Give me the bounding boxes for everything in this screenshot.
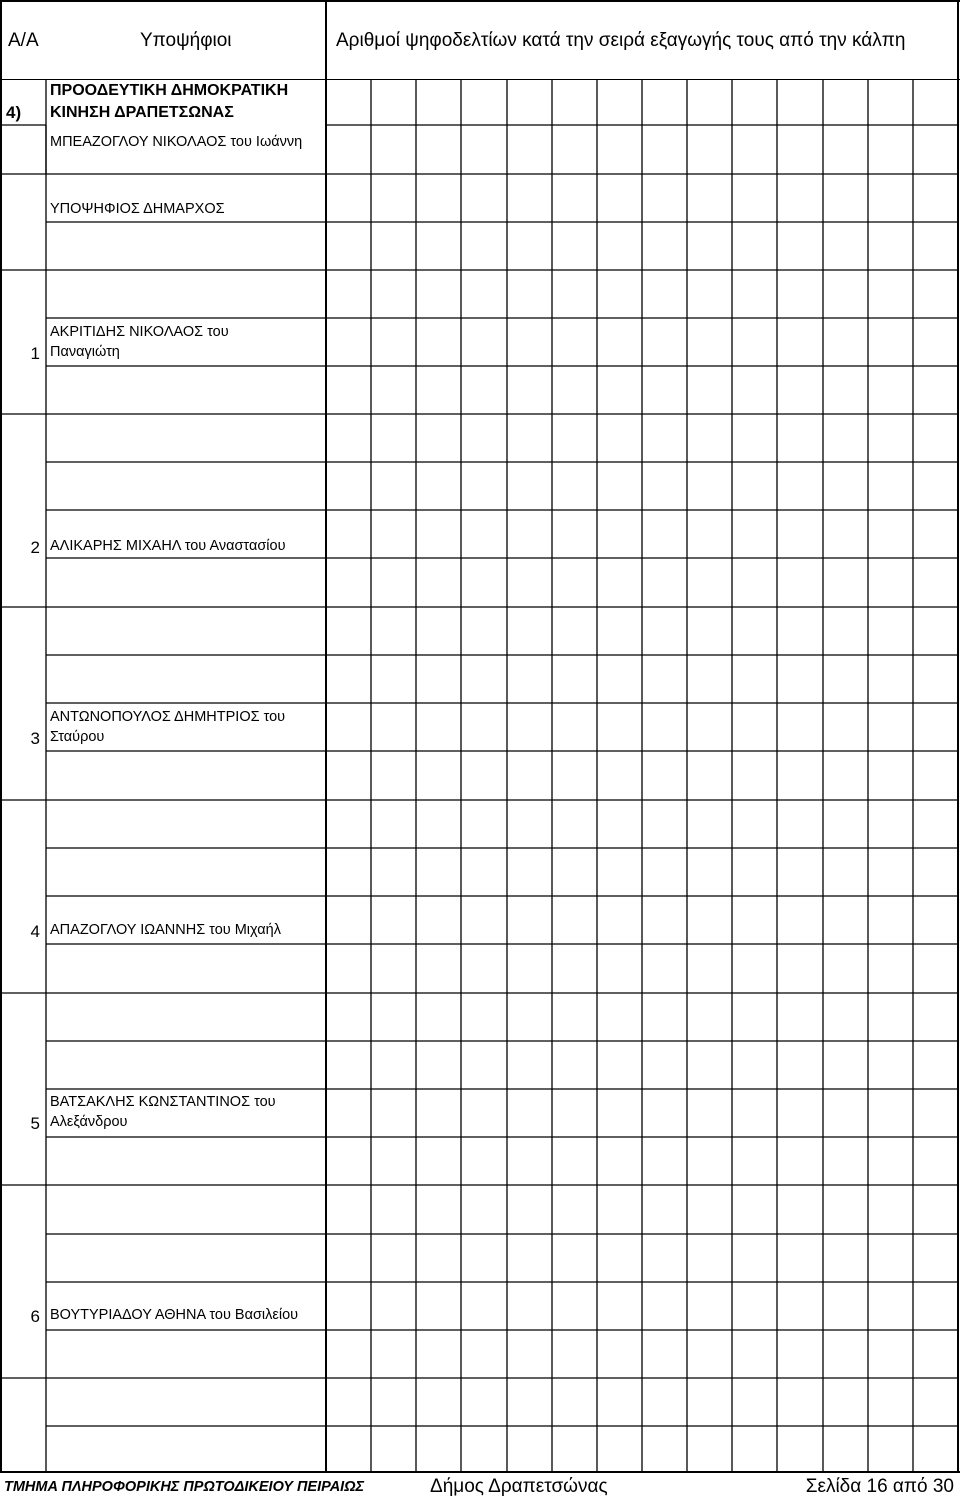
candidate-name: ΒΑΤΣΑΚΛΗΣ ΚΩΝΣΤΑΝΤΙΝΟΣ του Αλεξάνδρου bbox=[50, 1094, 276, 1130]
ballot-numbers-column-header: Αριθμοί ψηφοδελτίων κατά την σειρά εξαγωγής τους από την κάλπη bbox=[336, 30, 906, 51]
candidate-number: 5 bbox=[30, 1114, 40, 1133]
candidate-number: 3 bbox=[30, 729, 40, 748]
candidate-number: 2 bbox=[30, 538, 40, 557]
candidates-column-header: Υποψήφιοι bbox=[140, 30, 232, 51]
aa-column-header: Α/Α bbox=[8, 30, 39, 51]
candidate-number: 4 bbox=[30, 922, 40, 941]
party-number: 4) bbox=[6, 103, 22, 122]
mayor-candidate-role: ΥΠΟΨΗΦΙΟΣ ΔΗΜΑΡΧΟΣ bbox=[50, 201, 225, 217]
candidate-name: ΑΠΑΖΟΓΛΟΥ ΙΩΑΝΝΗΣ του Μιχαήλ bbox=[50, 922, 281, 938]
mayor-candidate-name: ΜΠΕΑΖΟΓΛΟΥ ΝΙΚΟΛΑΟΣ του Ιωάννη bbox=[50, 134, 303, 150]
department-label: ΤΜΗΜΑ ΠΛΗΡΟΦΟΡΙΚΗΣ ΠΡΩΤΟΔΙΚΕΙΟΥ ΠΕΙΡΑΙΩΣ bbox=[4, 1479, 365, 1495]
candidate-name: ΒΟΥΤΥΡΙΑΔΟΥ ΑΘΗΝΑ του Βασιλείου bbox=[50, 1307, 299, 1323]
page-number: Σελίδα 16 από 30 bbox=[805, 1476, 954, 1497]
candidate-number: 6 bbox=[30, 1307, 40, 1326]
candidate-name: ΑΝΤΩΝΟΠΟΥΛΟΣ ΔΗΜΗΤΡΙΟΣ του Σταύρου bbox=[50, 709, 286, 745]
municipality-label: Δήμος Δραπετσώνας bbox=[430, 1476, 608, 1497]
table-header bbox=[0, 0, 960, 80]
candidate-number: 1 bbox=[30, 344, 40, 363]
candidate-name: ΑΚΡΙΤΙΔΗΣ ΝΙΚΟΛΑΟΣ του Παναγιώτη bbox=[50, 324, 229, 360]
party-name: ΠΡΟΟΔΕΥΤΙΚΗ ΔΗΜΟΚΡΑΤΙΚΗ ΚΙΝΗΣΗ ΔΡΑΠΕΤΣΩΝΑΣ bbox=[50, 82, 289, 121]
candidate-name: ΑΛΙΚΑΡΗΣ ΜΙΧΑΗΛ του Αναστασίου bbox=[50, 538, 286, 554]
page-footer bbox=[0, 1472, 960, 1500]
